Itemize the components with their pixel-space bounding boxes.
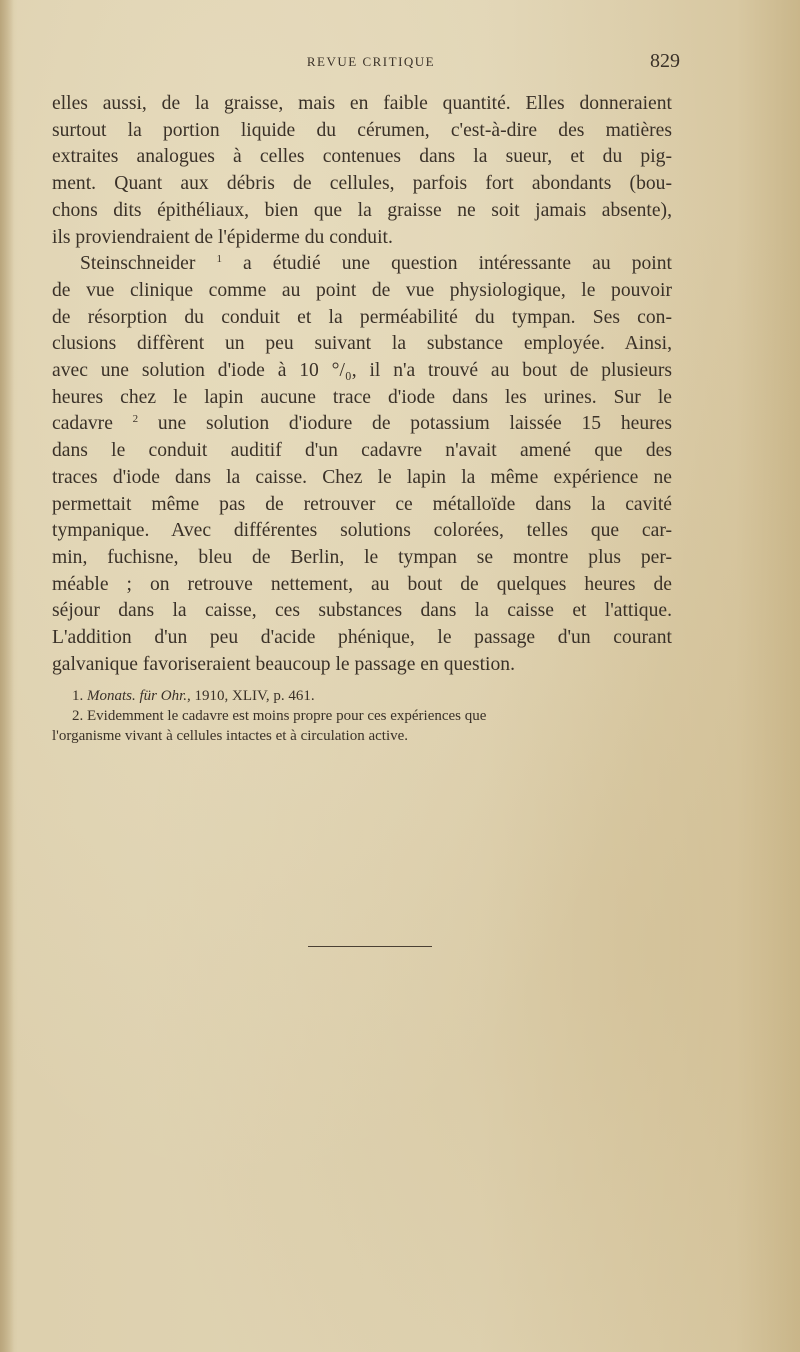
footnote-ref-1: 1 [216,253,222,266]
text-line: séjour dans la caisse, ces substances dans la caisse et l'attique. [52,600,672,622]
journal-title: Monats. für Ohr. [87,688,188,704]
text-line: dans le conduit auditif d'un cadavre n'avait amené que des [52,440,672,462]
text-line: permettait même pas de retrouver ce métalloïde dans la cavité [52,493,672,515]
text-line: surtout la portion liquide du cérumen, c'est-à-dire des matières [52,119,672,141]
author-name: Steinschneider [80,253,196,275]
footnote-number: 1. [72,688,84,704]
page-edge-shadow [0,0,14,1352]
text-line [52,411,672,438]
footnote-2: 2. Evidemment le cadavre est moins propre pour ces expériences que [72,708,487,724]
text-line: traces d'iode dans la caisse. Chez le lapin la même expérience ne [52,466,672,488]
page-header [52,50,680,74]
footnote-2-continued: l'organisme vivant à cellules intactes et à circulation active. [52,728,409,744]
running-title: REVUE CRITIQUE [306,54,436,69]
text-line: méable ; on retrouve nettement, au bout de quelques heures de [52,573,672,595]
text-line: extraites analogues à celles contenues dans la sueur, et du pig- [52,146,672,168]
text-line: de résorption du conduit et la perméabilité du tympan. Ses con- [52,306,672,328]
text-line: de vue clinique comme au point de vue physiologique, le pouvoir [52,279,672,301]
text-fragment: une solution d'iodure de potassium laissée 15 heures [138,413,672,435]
citation-details: , 1910, XLIV, p. 461. [187,688,315,704]
text-fragment: a étudié une question intéressante au point [221,253,672,275]
end-rule [308,946,432,947]
text-line: galvanique favoriseraient beaucoup le passage en question. [52,653,515,675]
text-line: L'addition d'un peu d'acide phénique, le passage d'un courant [52,627,672,649]
footnote-1 [52,686,672,706]
text-line: tympanique. Avec différentes solutions colorées, telles que car- [52,520,672,542]
body-text [52,91,672,678]
text-line: chons dits épithéliaux, bien que la graisse ne soit jamais absente), [52,199,672,221]
text-fragment: cadavre [52,413,113,435]
text-line: elles aussi, de la graisse, mais en faible quantité. Elles donneraient [52,93,672,114]
text-line: heures chez le lapin aucune trace d'iode dans les urines. Sur le [52,386,672,408]
text-line: ils proviendraient de l'épiderme du conduit. [52,226,393,248]
text-line [52,251,672,278]
text-line: ment. Quant aux débris de cellules, parfois fort abondants (bou- [52,173,672,195]
text-line: avec une solution d'iode à 10 °/₀, il n'a trouvé au bout de plusieurs [52,360,672,382]
text-line: min, fuchisne, bleu de Berlin, le tympan se montre plus per- [52,546,672,568]
page-number: 829 [650,50,680,72]
footnote-ref-2: 2 [132,413,139,426]
text-line: clusions diffèrent un peu suivant la substance employée. Ainsi, [52,333,672,355]
footnotes [52,686,672,746]
